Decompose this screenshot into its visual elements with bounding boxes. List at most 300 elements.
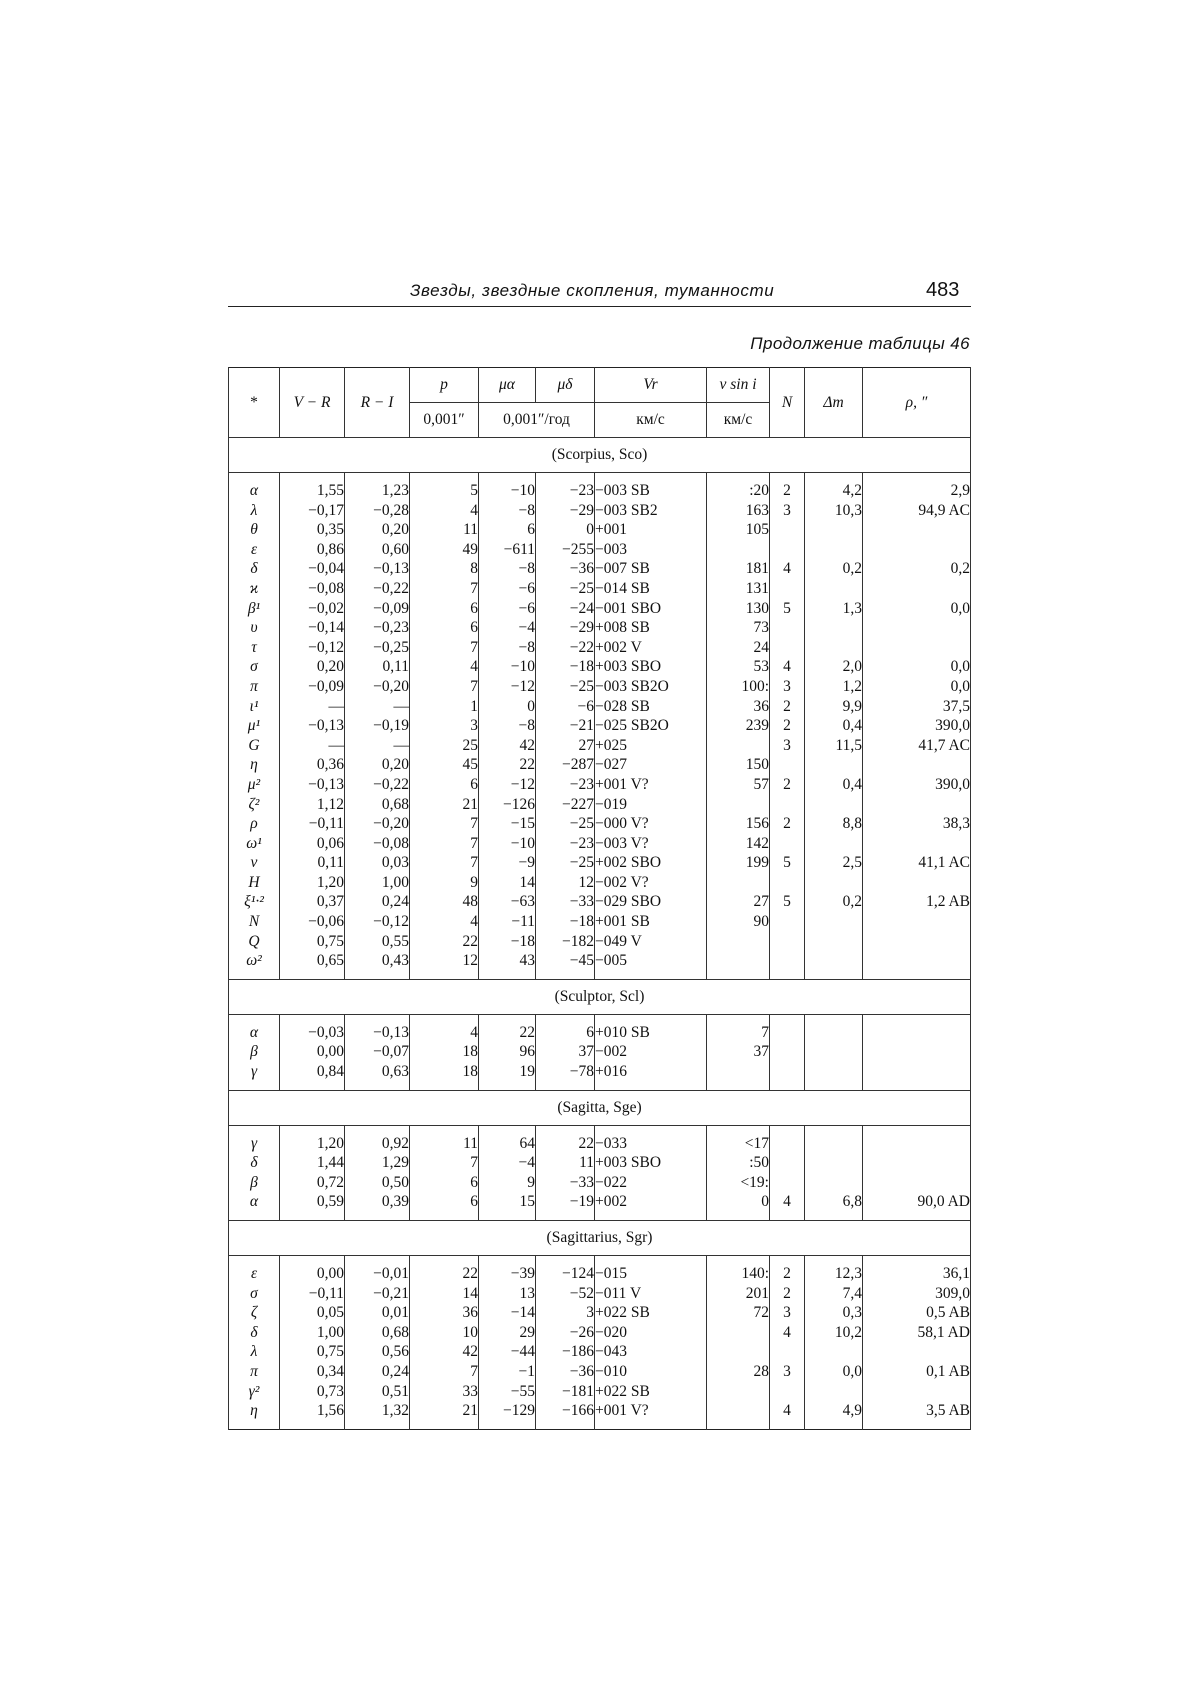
- constellation-section-header: [229, 979, 971, 1014]
- table-cell: 7: [410, 853, 479, 873]
- header-mu-delta: μδ: [536, 368, 595, 403]
- table-cell: 140:: [707, 1264, 770, 1284]
- table-cell: −287: [536, 755, 595, 775]
- table-cell: [770, 912, 805, 932]
- header-rho: ρ, ″: [863, 368, 971, 438]
- table-cell: [770, 1062, 805, 1082]
- table-cell: +025: [595, 736, 707, 756]
- spacer-cell: [595, 1014, 707, 1023]
- spacer-cell: [345, 1125, 410, 1134]
- table-cell: +016: [595, 1062, 707, 1082]
- table-cell: 36,1: [863, 1264, 971, 1284]
- table-cell: −0,11: [280, 1284, 345, 1304]
- spacer-cell: [229, 473, 280, 482]
- table-cell: 7: [410, 638, 479, 658]
- table-cell: 37,5: [863, 697, 971, 717]
- table-cell: 4: [410, 1023, 479, 1043]
- table-cell: [863, 1042, 971, 1062]
- table-cell: 1,23: [345, 481, 410, 501]
- table-cell: 10: [410, 1323, 479, 1343]
- table-cell: [770, 579, 805, 599]
- table-cell: 14: [410, 1284, 479, 1304]
- table-cell: −0,14: [280, 618, 345, 638]
- table-cell: 0,24: [345, 892, 410, 912]
- spacer-cell: [345, 1082, 410, 1091]
- table-cell: —: [280, 697, 345, 717]
- spacer-cell: [345, 1212, 410, 1221]
- table-body: [229, 438, 971, 1430]
- table-cell: −0,09: [280, 677, 345, 697]
- table-cell: −44: [479, 1342, 536, 1362]
- spacer-cell: [229, 971, 280, 980]
- table-cell: θ: [229, 520, 280, 540]
- table-cell: 19: [479, 1062, 536, 1082]
- table-cell: 0,06: [280, 834, 345, 854]
- table-cell: 3: [770, 677, 805, 697]
- table-cell: 6: [410, 775, 479, 795]
- table-cell: <19:: [707, 1173, 770, 1193]
- table-cell: 42: [479, 736, 536, 756]
- table-row: [229, 755, 971, 775]
- table-cell: −020: [595, 1323, 707, 1343]
- spacer-cell: [536, 1256, 595, 1265]
- table-cell: 27: [707, 892, 770, 912]
- table-cell: [863, 1023, 971, 1043]
- spacer-cell: [479, 473, 536, 482]
- table-cell: 41,1 AC: [863, 853, 971, 873]
- table-row: [229, 520, 971, 540]
- table-cell: 1,3: [805, 599, 863, 619]
- table-cell: υ: [229, 618, 280, 638]
- table-row: [229, 1173, 971, 1193]
- table-cell: 1,32: [345, 1401, 410, 1421]
- table-cell: 96: [479, 1042, 536, 1062]
- table-cell: −25: [536, 814, 595, 834]
- table-cell: 0,60: [345, 540, 410, 560]
- table-cell: [770, 540, 805, 560]
- table-cell: +002 SBO: [595, 853, 707, 873]
- table-cell: −12: [479, 775, 536, 795]
- spacer-cell: [280, 1125, 345, 1134]
- table-cell: 37: [536, 1042, 595, 1062]
- spacer-cell: [863, 1082, 971, 1091]
- table-cell: γ²: [229, 1382, 280, 1402]
- table-cell: 0,2: [863, 559, 971, 579]
- table-cell: 2: [770, 775, 805, 795]
- table-cell: ν: [229, 853, 280, 873]
- table-cell: 1,12: [280, 795, 345, 815]
- table-cell: 3: [770, 736, 805, 756]
- table-cell: [805, 834, 863, 854]
- table-cell: 7: [410, 834, 479, 854]
- table-cell: −0,23: [345, 618, 410, 638]
- table-cell: 0,86: [280, 540, 345, 560]
- table-cell: [863, 579, 971, 599]
- table-cell: 4: [770, 1192, 805, 1212]
- spacer-cell: [863, 1256, 971, 1265]
- spacer-cell: [707, 473, 770, 482]
- table-cell: 5: [410, 481, 479, 501]
- table-cell: 0,2: [805, 892, 863, 912]
- table-cell: −33: [536, 1173, 595, 1193]
- table-cell: −0,17: [280, 501, 345, 521]
- table-cell: 0,20: [280, 657, 345, 677]
- table-cell: −028 SB: [595, 697, 707, 717]
- spacer-cell: [280, 1014, 345, 1023]
- table-cell: 25: [410, 736, 479, 756]
- spacer-cell: [410, 1125, 479, 1134]
- table-cell: 2: [770, 1284, 805, 1304]
- constellation-name: (Scorpius, Sco): [229, 438, 971, 473]
- table-cell: [770, 638, 805, 658]
- table-cell: 156: [707, 814, 770, 834]
- table-cell: −0,12: [345, 912, 410, 932]
- table-cell: [707, 540, 770, 560]
- spacer-cell: [410, 473, 479, 482]
- table-cell: −0,13: [280, 716, 345, 736]
- table-cell: −24: [536, 599, 595, 619]
- table-cell: −10: [479, 834, 536, 854]
- table-cell: 22: [410, 1264, 479, 1284]
- table-cell: −11: [479, 912, 536, 932]
- spacer-cell: [595, 1125, 707, 1134]
- table-cell: 7: [410, 1362, 479, 1382]
- table-cell: 1,2 AB: [863, 892, 971, 912]
- table-cell: 38,3: [863, 814, 971, 834]
- table-cell: −166: [536, 1401, 595, 1421]
- table-cell: [805, 1023, 863, 1043]
- table-cell: 41,7 AC: [863, 736, 971, 756]
- table-cell: −14: [479, 1303, 536, 1323]
- table-cell: −26: [536, 1323, 595, 1343]
- table-row: [229, 579, 971, 599]
- table-cell: [805, 873, 863, 893]
- table-cell: 14: [479, 873, 536, 893]
- star-data-table: [228, 367, 971, 1430]
- table-cell: −0,06: [280, 912, 345, 932]
- table-cell: −0,13: [345, 1023, 410, 1043]
- table-cell: −002 V?: [595, 873, 707, 893]
- table-cell: −011 V: [595, 1284, 707, 1304]
- table-cell: 18: [410, 1042, 479, 1062]
- table-cell: 0,11: [345, 657, 410, 677]
- table-cell: 0,01: [345, 1303, 410, 1323]
- table-row: [229, 697, 971, 717]
- spacer-cell: [345, 473, 410, 482]
- table-cell: −003: [595, 540, 707, 560]
- table-cell: −0,28: [345, 501, 410, 521]
- table-cell: 0,72: [280, 1173, 345, 1193]
- table-cell: 22: [410, 932, 479, 952]
- table-cell: 2: [770, 814, 805, 834]
- table-cell: 1,00: [280, 1323, 345, 1343]
- table-cell: −22: [536, 638, 595, 658]
- table-cell: +002 V: [595, 638, 707, 658]
- spacer-cell: [770, 1421, 805, 1430]
- table-cell: ϰ: [229, 579, 280, 599]
- table-cell: α: [229, 481, 280, 501]
- spacer-cell: [479, 1421, 536, 1430]
- table-cell: 0,4: [805, 716, 863, 736]
- table-cell: 0,34: [280, 1362, 345, 1382]
- spacer-cell: [707, 1256, 770, 1265]
- table-cell: 0,05: [280, 1303, 345, 1323]
- spacer-cell: [770, 1125, 805, 1134]
- table-cell: −0,13: [280, 775, 345, 795]
- table-cell: [805, 1153, 863, 1173]
- table-cell: −003 V?: [595, 834, 707, 854]
- header-n: N: [770, 368, 805, 438]
- table-cell: −15: [479, 814, 536, 834]
- table-cell: −003 SB: [595, 481, 707, 501]
- table-cell: 3: [770, 501, 805, 521]
- spacer-cell: [707, 1014, 770, 1023]
- table-cell: −23: [536, 834, 595, 854]
- table-cell: [707, 795, 770, 815]
- table-cell: 0,39: [345, 1192, 410, 1212]
- spacer-cell: [595, 1212, 707, 1221]
- table-cell: 90: [707, 912, 770, 932]
- table-cell: [770, 873, 805, 893]
- table-cell: 7: [707, 1023, 770, 1043]
- table-cell: −611: [479, 540, 536, 560]
- table-cell: 6: [410, 618, 479, 638]
- table-cell: 2,0: [805, 657, 863, 677]
- table-cell: −0,11: [280, 814, 345, 834]
- table-cell: [805, 1134, 863, 1154]
- table-cell: −001 SBO: [595, 599, 707, 619]
- spacer-cell: [229, 1256, 280, 1265]
- table-cell: 4: [770, 1401, 805, 1421]
- table-cell: −000 V?: [595, 814, 707, 834]
- table-row: [229, 1134, 971, 1154]
- table-cell: 100:: [707, 677, 770, 697]
- table-cell: 48: [410, 892, 479, 912]
- table-cell: 1,56: [280, 1401, 345, 1421]
- table-cell: 4,2: [805, 481, 863, 501]
- table-cell: 29: [479, 1323, 536, 1343]
- table-cell: [707, 1062, 770, 1082]
- table-cell: −52: [536, 1284, 595, 1304]
- spacer-cell: [479, 1256, 536, 1265]
- spacer-cell: [595, 1082, 707, 1091]
- table-cell: −0,20: [345, 677, 410, 697]
- table-cell: 0,35: [280, 520, 345, 540]
- table-row: [229, 814, 971, 834]
- table-cell: 94,9 AC: [863, 501, 971, 521]
- table-row: [229, 540, 971, 560]
- table-row: [229, 736, 971, 756]
- spacer-cell: [229, 1125, 280, 1134]
- table-cell: 0,20: [345, 520, 410, 540]
- table-cell: −0,12: [280, 638, 345, 658]
- table-cell: [770, 1173, 805, 1193]
- table-cell: −029 SBO: [595, 892, 707, 912]
- table-cell: δ: [229, 1323, 280, 1343]
- table-cell: −0,21: [345, 1284, 410, 1304]
- table-cell: 0,51: [345, 1382, 410, 1402]
- table-cell: —: [345, 736, 410, 756]
- table-cell: 6: [536, 1023, 595, 1043]
- table-cell: 131: [707, 579, 770, 599]
- table-cell: +002: [595, 1192, 707, 1212]
- table-cell: δ: [229, 1153, 280, 1173]
- table-row: [229, 1264, 971, 1284]
- spacer-cell: [707, 1125, 770, 1134]
- table-cell: 0,0: [805, 1362, 863, 1382]
- table-cell: 1,55: [280, 481, 345, 501]
- table-cell: σ: [229, 1284, 280, 1304]
- table-cell: 36: [410, 1303, 479, 1323]
- spacer-cell: [595, 473, 707, 482]
- table-row: [229, 853, 971, 873]
- spacer-cell: [536, 1212, 595, 1221]
- table-cell: ρ: [229, 814, 280, 834]
- spacer-cell: [229, 1212, 280, 1221]
- table-cell: 4: [770, 657, 805, 677]
- table-cell: [863, 1173, 971, 1193]
- table-cell: 0,68: [345, 1323, 410, 1343]
- spacer-cell: [410, 971, 479, 980]
- table-row: [229, 1192, 971, 1212]
- table-cell: 390,0: [863, 716, 971, 736]
- spacer-cell: [479, 1212, 536, 1221]
- spacer-cell: [536, 1014, 595, 1023]
- table-cell: 57: [707, 775, 770, 795]
- table-cell: 24: [707, 638, 770, 658]
- table-cell: 1,00: [345, 873, 410, 893]
- table-cell: 0,43: [345, 951, 410, 971]
- spacer-cell: [863, 1421, 971, 1430]
- table-cell: ζ: [229, 1303, 280, 1323]
- table-cell: λ: [229, 501, 280, 521]
- table-cell: −0,04: [280, 559, 345, 579]
- table-cell: [707, 1342, 770, 1362]
- table-cell: 181: [707, 559, 770, 579]
- table-cell: [707, 1382, 770, 1402]
- table-cell: 3: [770, 1362, 805, 1382]
- table-cell: 5: [770, 853, 805, 873]
- table-cell: [707, 932, 770, 952]
- table-cell: 199: [707, 853, 770, 873]
- table-cell: τ: [229, 638, 280, 658]
- table-cell: 9: [410, 873, 479, 893]
- table-cell: −007 SB: [595, 559, 707, 579]
- constellation-section-header: [229, 1221, 971, 1256]
- spacer-cell: [805, 1212, 863, 1221]
- spacer-cell: [536, 1421, 595, 1430]
- table-cell: [770, 951, 805, 971]
- table-cell: −29: [536, 501, 595, 521]
- table-cell: −6: [536, 697, 595, 717]
- table-cell: 90,0 AD: [863, 1192, 971, 1212]
- table-cell: −014 SB: [595, 579, 707, 599]
- constellation-name: (Sagitta, Sge): [229, 1090, 971, 1125]
- table-cell: −45: [536, 951, 595, 971]
- table-cell: 0,00: [280, 1042, 345, 1062]
- table-cell: −0,20: [345, 814, 410, 834]
- table-cell: [770, 932, 805, 952]
- table-cell: 6: [410, 1173, 479, 1193]
- table-cell: −0,13: [345, 559, 410, 579]
- spacer-cell: [410, 1256, 479, 1265]
- table-cell: 1: [410, 697, 479, 717]
- table-row: [229, 716, 971, 736]
- spacer-cell: [863, 473, 971, 482]
- table-cell: [707, 951, 770, 971]
- unit-radial-velocity: км/с: [595, 403, 707, 438]
- table-cell: 7: [410, 1153, 479, 1173]
- spacer-cell: [410, 1082, 479, 1091]
- table-cell: +003 SBO: [595, 1153, 707, 1173]
- table-cell: 12: [410, 951, 479, 971]
- table-cell: −049 V: [595, 932, 707, 952]
- table-cell: 11: [410, 1134, 479, 1154]
- table-cell: −18: [536, 657, 595, 677]
- table-cell: −015: [595, 1264, 707, 1284]
- table-cell: 0,0: [863, 677, 971, 697]
- table-row: [229, 912, 971, 932]
- table-cell: [805, 1042, 863, 1062]
- table-cell: +010 SB: [595, 1023, 707, 1043]
- unit-proper-motion: 0,001″/год: [479, 403, 595, 438]
- table-cell: 15: [479, 1192, 536, 1212]
- table-cell: δ: [229, 559, 280, 579]
- running-title: Звезды, звездные скопления, туманности: [410, 281, 775, 300]
- spacer-cell: [595, 1421, 707, 1430]
- header-delta-m: Δm: [805, 368, 863, 438]
- spacer-cell: [805, 1256, 863, 1265]
- table-cell: [863, 1342, 971, 1362]
- spacer-cell: [345, 1421, 410, 1430]
- table-cell: 0,73: [280, 1382, 345, 1402]
- table-cell: −0,08: [345, 834, 410, 854]
- table-cell: −78: [536, 1062, 595, 1082]
- table-cell: [863, 1062, 971, 1082]
- table-cell: −0,19: [345, 716, 410, 736]
- table-row: [229, 501, 971, 521]
- table-cell: [863, 638, 971, 658]
- table-cell: −0,22: [345, 579, 410, 599]
- header-parallax: p: [410, 368, 479, 403]
- table-cell: α: [229, 1192, 280, 1212]
- table-row: [229, 775, 971, 795]
- table-cell: N: [229, 912, 280, 932]
- table-cell: 4: [770, 559, 805, 579]
- table-cell: 0,92: [345, 1134, 410, 1154]
- table-row: [229, 892, 971, 912]
- table-cell: [863, 755, 971, 775]
- table-cell: −21: [536, 716, 595, 736]
- spacer-cell: [805, 971, 863, 980]
- table-row: [229, 599, 971, 619]
- table-cell: 4: [770, 1323, 805, 1343]
- table-row: [229, 677, 971, 697]
- table-cell: −10: [479, 657, 536, 677]
- table-cell: −010: [595, 1362, 707, 1382]
- table-cell: 1,20: [280, 1134, 345, 1154]
- table-cell: −043: [595, 1342, 707, 1362]
- table-row: [229, 1401, 971, 1421]
- table-cell: [805, 1062, 863, 1082]
- table-cell: 21: [410, 795, 479, 815]
- table-cell: 3,5 AB: [863, 1401, 971, 1421]
- table-cell: 0,0: [863, 657, 971, 677]
- spacer-cell: [805, 1082, 863, 1091]
- table-cell: 239: [707, 716, 770, 736]
- table-cell: −63: [479, 892, 536, 912]
- table-cell: 0,56: [345, 1342, 410, 1362]
